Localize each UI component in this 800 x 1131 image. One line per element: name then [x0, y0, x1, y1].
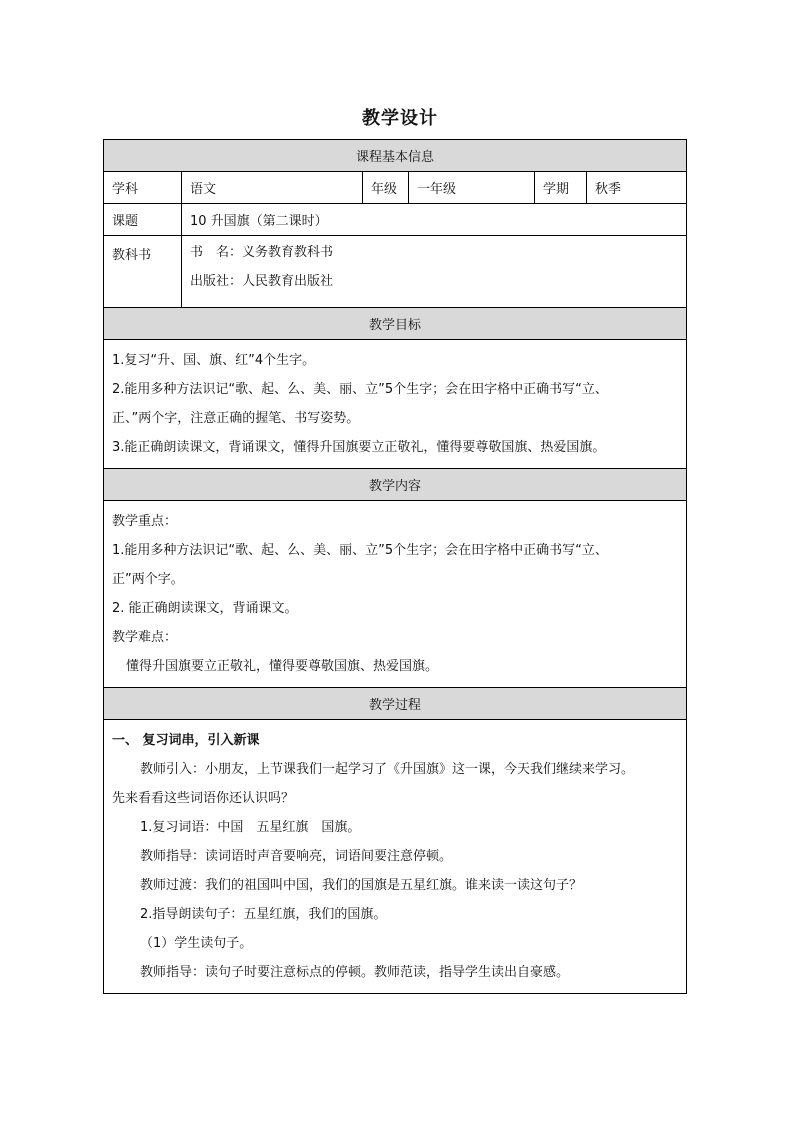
book-name: 书 名：义务教育教科书 [190, 245, 334, 260]
goal-line: 1.复习“升、国、旗、红”4个生字。 [112, 353, 316, 368]
lesson-plan-table [103, 139, 687, 994]
section-goals: 教学目标 [104, 308, 687, 340]
process-line: 教师引入：小朋友，上节课我们一起学习了《升国旗》这一课，今天我们继续来学习。 [140, 762, 635, 777]
term-value: 秋季 [587, 172, 687, 204]
textbook-label: 教科书 [104, 236, 182, 308]
grade-label: 年级 [363, 172, 409, 204]
document-title: 教学设计 [362, 108, 438, 129]
section-content: 教学内容 [104, 469, 687, 501]
difficulty-title: 教学难点： [112, 630, 178, 645]
process-cell [104, 720, 687, 994]
process-line: （1）学生读句子。 [140, 936, 253, 951]
process-heading: 一、 复习词串，引入新课 [112, 733, 260, 748]
goal-line: 3.能正确朗读课文，背诵课文，懂得升国旗要立正敬礼，懂得要尊敬国旗、热爱国旗。 [112, 440, 606, 455]
grade-value: 一年级 [409, 172, 535, 204]
section-process: 教学过程 [104, 688, 687, 720]
key-point-line: 1.能用多种方法识记“歌、起、么、美、丽、立”5个生字；会在田字格中正确书写“立、 [112, 543, 608, 558]
section-basic-info: 课程基本信息 [104, 140, 687, 172]
process-line: 教师指导：读句子时要注意标点的停顿。教师范读，指导学生读出自豪感。 [140, 965, 570, 980]
goal-line: 正、”两个字，注意正确的握笔、书写姿势。 [112, 411, 360, 426]
topic-value: 10 升国旗（第二课时） [182, 204, 687, 236]
key-point-line: 正”两个字。 [112, 572, 184, 587]
key-points-title: 教学重点： [112, 514, 178, 529]
process-line: 先来看看这些词语你还认识吗？ [112, 791, 295, 806]
goal-line: 2.能用多种方法识记“歌、起、么、美、丽、立”5个生字；会在田字格中正确书写“立、 [112, 382, 608, 397]
textbook-info [182, 236, 687, 308]
topic-label: 课题 [104, 204, 182, 236]
difficulty-line: 懂得升国旗要立正敬礼，懂得要尊敬国旗、热爱国旗。 [126, 659, 439, 674]
goals-cell [104, 340, 687, 469]
content-cell [104, 501, 687, 688]
process-line: 1.复习词语：中国 五星红旗 国旗。 [140, 820, 361, 835]
subject-label: 学科 [104, 172, 182, 204]
process-line: 教师指导：读词语时声音要响亮，词语间要注意停顿。 [140, 849, 453, 864]
term-label: 学期 [535, 172, 587, 204]
subject-value: 语文 [182, 172, 363, 204]
process-line: 2.指导朗读句子：五星红旗，我们的国旗。 [140, 907, 387, 922]
key-point-line: 2. 能正确朗读课文，背诵课文。 [112, 601, 298, 616]
book-publisher: 出版社：人民教育出版社 [190, 274, 334, 289]
process-line: 教师过渡：我们的祖国叫中国，我们的国旗是五星红旗。谁来读一读这句子？ [140, 878, 583, 893]
